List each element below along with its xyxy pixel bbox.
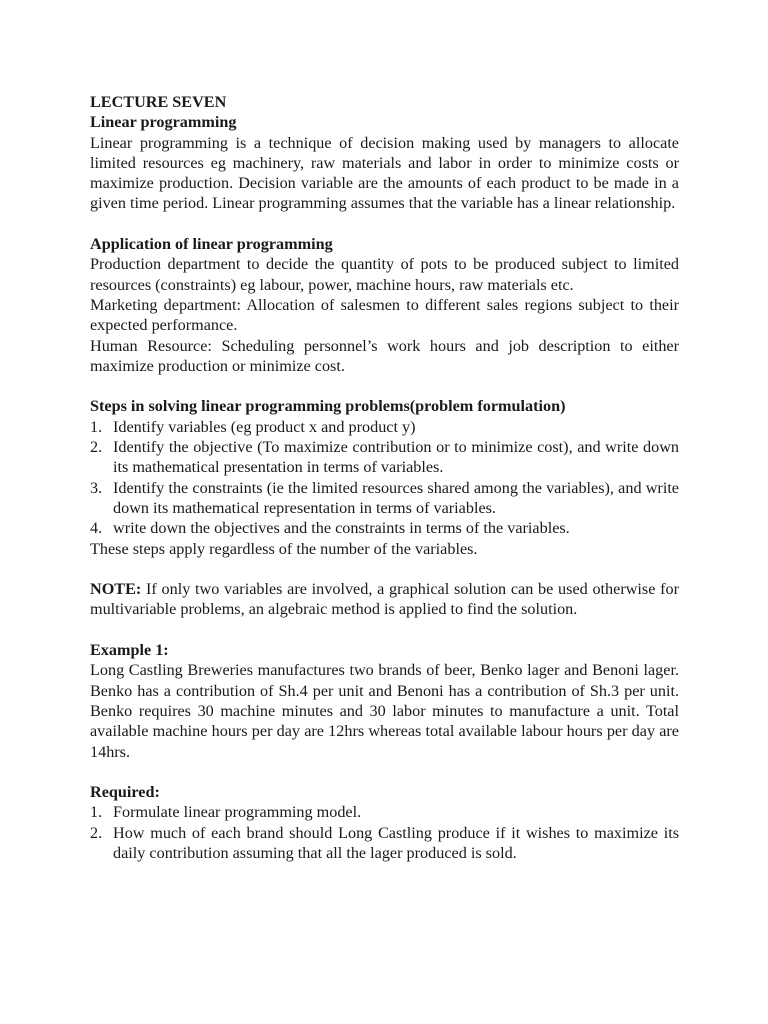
list-item-text: How much of each brand should Long Castling produce if it wishes to maximize its daily contribution assuming that all the lager produced is sold. — [113, 823, 679, 862]
list-item-text: Identify the objective (To maximize contribution or to minimize cost), and write down its mathematical presentation in terms of variables. — [113, 438, 679, 477]
lp-heading: Linear programming — [90, 113, 237, 132]
list-item-text: Identify variables (eg product x and product y) — [113, 417, 416, 436]
list-item-text: Formulate linear programming model. — [113, 803, 362, 822]
list-item — [90, 437, 679, 478]
spacer — [90, 214, 679, 234]
list-item — [90, 823, 679, 864]
steps-footer: These steps apply regardless of the number of the variables. — [90, 539, 478, 558]
required-heading: Required: — [90, 783, 160, 802]
lecture-title: LECTURE SEVEN — [90, 93, 227, 111]
application-heading: Application of linear programming — [90, 235, 333, 254]
note-paragraph — [90, 579, 679, 620]
list-item — [90, 518, 679, 538]
spacer — [90, 620, 679, 640]
list-item-number: 2. — [90, 438, 103, 457]
spacer — [90, 559, 679, 579]
list-item — [90, 802, 679, 822]
note-text: If only two variables are involved, a graphical solution can be used otherwise for multivariable problems, an algebraic method is applied to find the solution. — [90, 580, 679, 619]
list-item-number: 1. — [90, 417, 103, 436]
example-paragraph: Long Castling Breweries manufactures two brands of beer, Benko lager and Benoni lager. Benko has a contribution of Sh.4 per unit and Benoni has a contribution of Sh.3 per unit. Benko requires 30 machine minutes and 30 labor minutes to manufacture a unit. Total available machine hours per day are 12hrs whereas total available labour hours per day are 14hrs. — [90, 661, 679, 761]
application-hr-paragraph: Human Resource: Scheduling personnel’s work hours and job description to either maximize production or minimize cost. — [90, 336, 679, 375]
spacer — [90, 762, 679, 782]
list-item — [90, 478, 679, 519]
list-item-number: 4. — [90, 519, 103, 538]
note-label: NOTE: — [90, 580, 142, 599]
list-item-text: write down the objectives and the constraints in terms of the variables. — [113, 519, 570, 538]
required-list — [90, 802, 679, 863]
lp-definition-paragraph: Linear programming is a technique of decision making used by managers to allocate limited resources eg machinery, raw materials and labor in order to minimize costs or maximize production. Decision variable are the amounts of each product to be made in a given time period. Linear programming assumes that the variable has a linear relationship. — [90, 133, 679, 213]
list-item-text: Identify the constraints (ie the limited resources shared among the variables), and write down its mathematical representation in terms of variables. — [113, 478, 679, 517]
steps-list — [90, 417, 679, 539]
list-item-number: 1. — [90, 803, 103, 822]
example-heading: Example 1: — [90, 641, 169, 660]
list-item — [90, 417, 679, 437]
application-production-paragraph: Production department to decide the quantity of pots to be produced subject to limited resources (constraints) eg labour, power, machine hours, raw materials etc. — [90, 255, 679, 294]
document-page — [90, 92, 679, 863]
application-marketing-paragraph: Marketing department: Allocation of salesmen to different sales regions subject to their expected performance. — [90, 295, 679, 335]
list-item-number: 3. — [90, 478, 103, 497]
steps-heading: Steps in solving linear programming problems(problem formulation) — [90, 397, 566, 416]
list-item-number: 2. — [90, 823, 103, 842]
spacer — [90, 376, 679, 396]
